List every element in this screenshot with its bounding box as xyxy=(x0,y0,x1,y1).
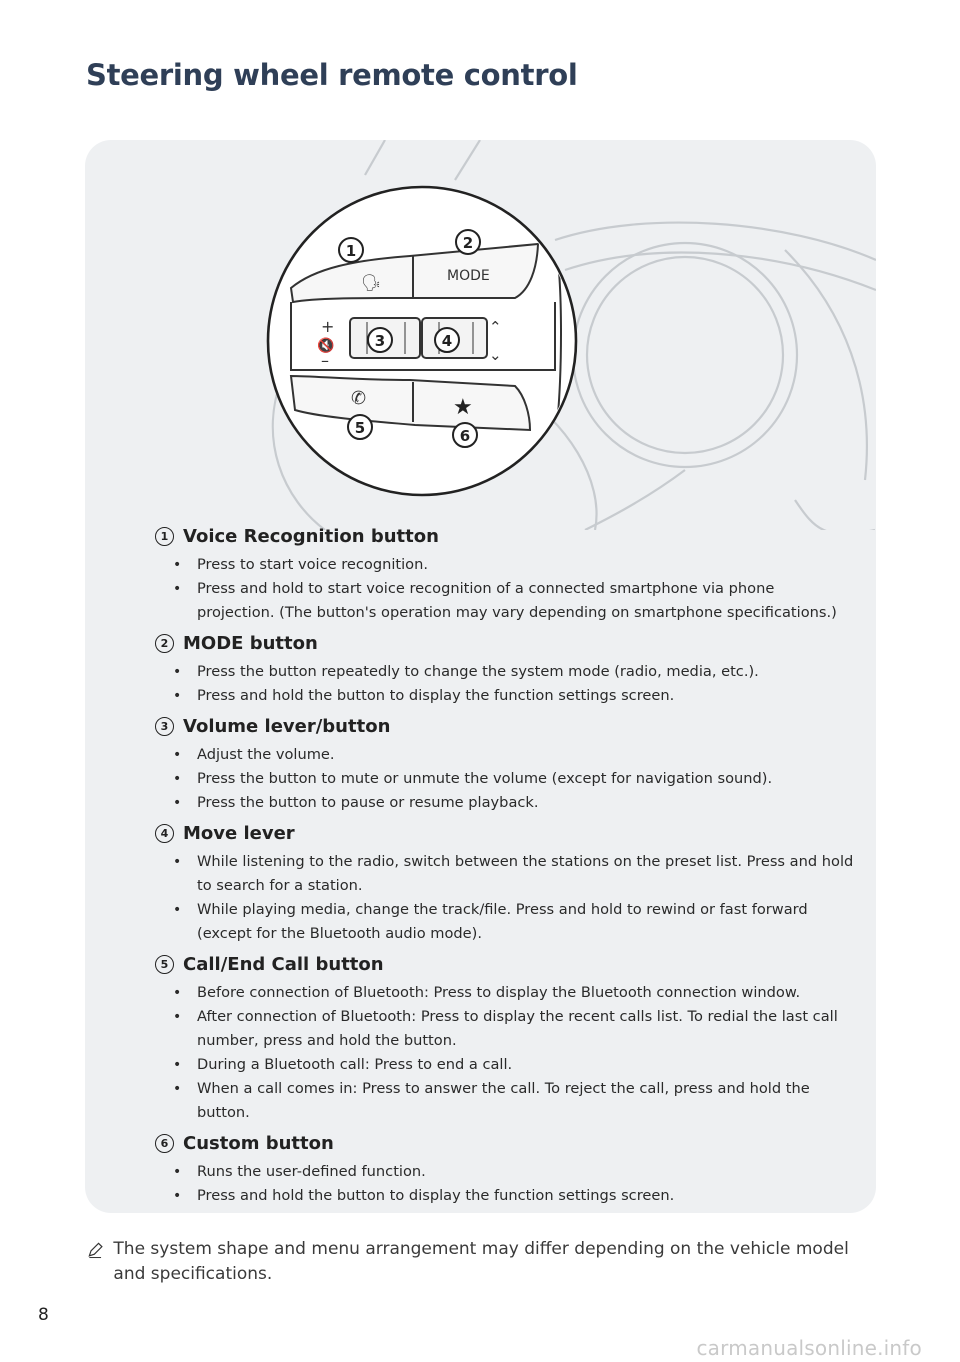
bullet: • Press and hold to start voice recognition of a connected smartphone via phone projection. (The button's operation may vary depending on smartphone specifications.) xyxy=(197,577,855,625)
bullet: • Press and hold the button to display the function settings screen. xyxy=(197,684,855,708)
item-title: Voice Recognition button xyxy=(183,526,439,547)
bullet: • During a Bluetooth call: Press to end a call. xyxy=(197,1053,855,1077)
bullet: • Press the button to mute or unmute the volume (except for navigation sound). xyxy=(197,767,855,791)
note-text: The system shape and menu arrangement may differ depending on the vehicle model and specifications. xyxy=(113,1239,849,1284)
callout-4: 4 xyxy=(441,332,453,350)
page-number: 8 xyxy=(38,1305,49,1325)
mode-label: MODE xyxy=(447,268,490,284)
bullet: • Adjust the volume. xyxy=(197,743,855,767)
list-item xyxy=(155,526,855,625)
watermark: carmanualsonline.info xyxy=(696,1336,922,1360)
item-number: 6 xyxy=(155,1134,174,1153)
item-number: 4 xyxy=(155,824,174,843)
callout-3: 3 xyxy=(374,332,386,350)
item-title: Custom button xyxy=(183,1133,334,1154)
svg-text:✆: ✆ xyxy=(351,388,367,409)
bullet: • Runs the user-defined function. xyxy=(197,1160,855,1184)
list-item xyxy=(155,716,855,815)
list-item xyxy=(155,1133,855,1208)
svg-text:–: – xyxy=(321,351,329,370)
item-title: Move lever xyxy=(183,823,295,844)
callout-5: 5 xyxy=(354,419,366,437)
item-title: Volume lever/button xyxy=(183,716,391,737)
list-item xyxy=(155,633,855,708)
bullet: • Before connection of Bluetooth: Press to display the Bluetooth connection window. xyxy=(197,981,855,1005)
item-number: 1 xyxy=(155,527,174,546)
steering-wheel-illustration xyxy=(85,140,876,530)
bullet: • Press and hold the button to display the function settings screen. xyxy=(197,1184,855,1208)
bullet: • While playing media, change the track/file. Press and hold to rewind or fast forward (except for the Bluetooth audio mode). xyxy=(197,898,855,946)
bullet: • When a call comes in: Press to answer the call. To reject the call, press and hold the button. xyxy=(197,1077,855,1125)
svg-text:⌄: ⌄ xyxy=(489,346,502,364)
list-item xyxy=(155,954,855,1125)
bullet: • While listening to the radio, switch between the stations on the preset list. Press and hold to search for a station. xyxy=(197,850,855,898)
callout-2: 2 xyxy=(462,234,474,252)
list-item xyxy=(155,823,855,946)
svg-text:★: ★ xyxy=(453,395,473,420)
callout-1: 1 xyxy=(345,242,357,260)
bullet: • Press the button repeatedly to change the system mode (radio, media, etc.). xyxy=(197,660,855,684)
item-number: 2 xyxy=(155,634,174,653)
note xyxy=(86,1237,866,1287)
bullet: • Press the button to pause or resume playback. xyxy=(197,791,855,815)
content-panel xyxy=(85,140,876,1213)
svg-text:🔇: 🔇 xyxy=(317,338,335,354)
item-title: MODE button xyxy=(183,633,318,654)
callout-6: 6 xyxy=(459,427,471,445)
svg-text:⌃: ⌃ xyxy=(489,318,502,336)
page-title: Steering wheel remote control xyxy=(86,58,578,92)
item-number: 3 xyxy=(155,717,174,736)
svg-text:+: + xyxy=(321,317,335,336)
svg-text:🗣: 🗣 xyxy=(361,273,382,292)
bullet: • Press to start voice recognition. xyxy=(197,553,855,577)
item-title: Call/End Call button xyxy=(183,954,384,975)
button-descriptions xyxy=(155,526,855,1213)
pencil-note-icon xyxy=(86,1239,104,1261)
item-number: 5 xyxy=(155,955,174,974)
bullet: • After connection of Bluetooth: Press to display the recent calls list. To redial the last call number, press and hold the button. xyxy=(197,1005,855,1053)
